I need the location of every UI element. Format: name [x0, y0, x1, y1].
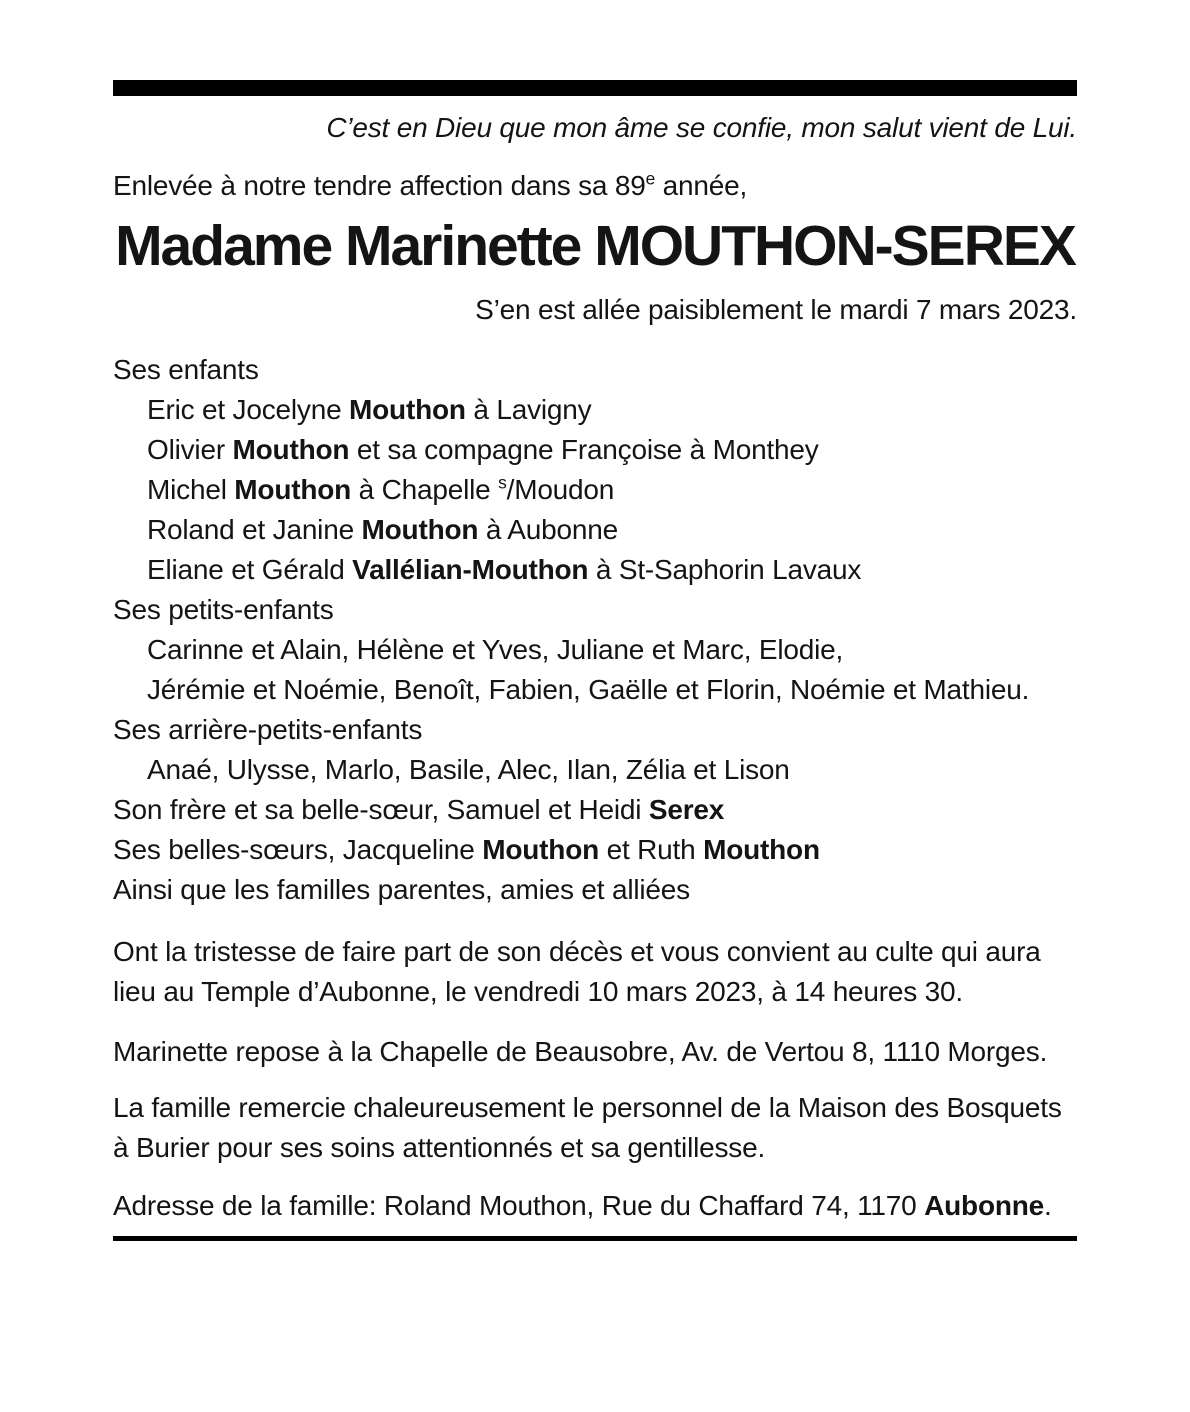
epitaph-quote: C’est en Dieu que mon âme se confie, mon salut vient de Lui.: [326, 112, 1077, 143]
deceased-name-title: Madame Marinette MOUTHON-SEREX: [115, 214, 1075, 278]
family-list-line: Eric et Jocelyne Mouthon à Lavigny: [147, 394, 592, 425]
family-list-line: Ainsi que les familles parentes, amies et alliées: [113, 874, 690, 905]
family-list-line: Michel Mouthon à Chapelle $^s$/Moudon: [147, 472, 615, 505]
family-section-header: Ses petits-enfants: [113, 594, 334, 625]
bottom-rule: [113, 1236, 1077, 1241]
repose-paragraph: Marinette repose à la Chapelle de Beausobre, Av. de Vertou 8, 1110 Morges.: [113, 1036, 1048, 1067]
family-list-line: Jérémie et Noémie, Benoît, Fabien, Gaëlle et Florin, Noémie et Mathieu.: [147, 674, 1030, 705]
family-list-line: Ses belles-sœurs, Jacqueline Mouthon et Ruth Mouthon: [113, 834, 820, 865]
family-list-line: Son frère et sa belle-sœur, Samuel et Heidi Serex: [113, 794, 725, 825]
thanks-paragraph: La famille remercie chaleureusement le personnel de la Maison des Bosquets à Burier pour ses soins attentionnés et sa gentillesse.: [113, 1092, 1062, 1163]
family-list-line: Carinne et Alain, Hélène et Yves, Juliane et Marc, Elodie,: [147, 634, 844, 665]
family-list-line: Roland et Janine Mouthon à Aubonne: [147, 514, 619, 545]
family-address-line: Adresse de la famille: Roland Mouthon, Rue du Chaffard 74, 1170 Aubonne.: [113, 1190, 1052, 1221]
family-list-line: Eliane et Gérald Vallélian-Mouthon à St-Saphorin Lavaux: [147, 554, 862, 585]
obituary-notice: [113, 80, 1077, 1241]
family-list-line: Olivier Mouthon et sa compagne Françoise à Monthey: [147, 434, 819, 465]
top-rule: [113, 80, 1077, 96]
family-list-line: Anaé, Ulysse, Marlo, Basile, Alec, Ilan, Zélia et Lison: [147, 754, 790, 785]
death-date-line: S’en est allée paisiblement le mardi 7 mars 2023.: [475, 294, 1077, 325]
ceremony-paragraph: Ont la tristesse de faire part de son décès et vous convient au culte qui aura lieu au Temple d’Aubonne, le vendredi 10 mars 2023, à 14 heures 30.: [113, 936, 1041, 1007]
family-list: [113, 350, 1077, 910]
family-section-header: Ses arrière-petits-enfants: [113, 714, 423, 745]
family-section-header: Ses enfants: [113, 354, 259, 385]
intro-line: Enlevée à notre tendre affection dans sa 89e année,: [113, 168, 748, 201]
